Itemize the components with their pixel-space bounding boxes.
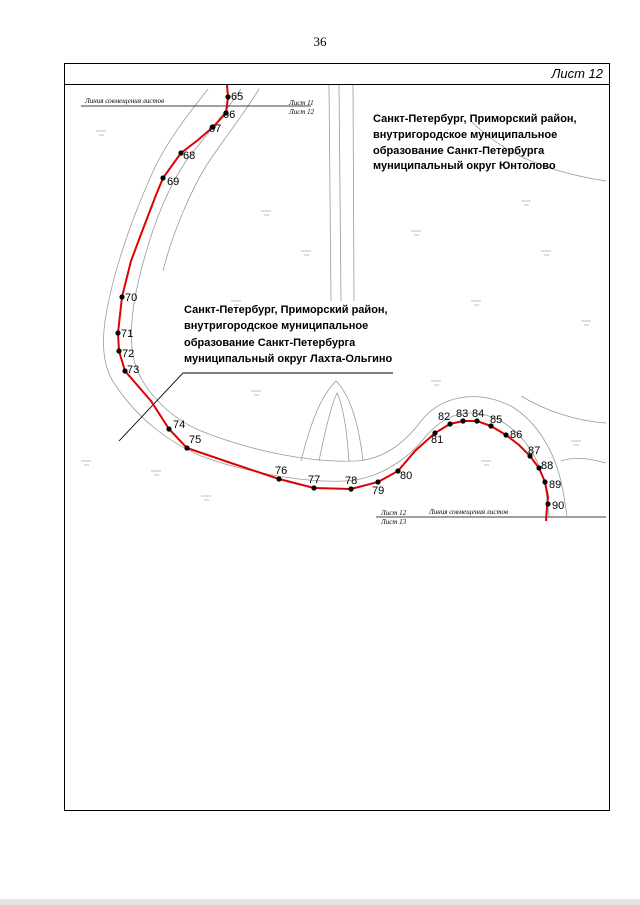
point-label: 78 — [345, 475, 358, 487]
point-label: 69 — [167, 176, 180, 188]
bottom-sheet-below: Лист 13 — [381, 518, 407, 526]
boundary-point — [116, 348, 121, 353]
canal-vertical-1 — [329, 85, 331, 301]
bottom-scan-strip — [0, 899, 640, 905]
boundary-point — [348, 486, 353, 491]
bank-right — [521, 396, 606, 423]
page-number: 36 — [313, 34, 327, 49]
point-label: 79 — [372, 485, 385, 497]
district-lakhta-line-3: образование Санкт-Петербурга — [184, 337, 356, 349]
point-label: 66 — [223, 109, 236, 121]
point-label: 75 — [189, 434, 202, 446]
map-sheet-frame — [64, 63, 610, 811]
boundary-point — [311, 485, 316, 490]
district-lakhta-line-2: внутригородское муниципальное — [184, 320, 369, 332]
top-sheet-above: Лист 11 — [289, 99, 314, 107]
point-label: 71 — [121, 328, 134, 340]
point-label: 85 — [490, 414, 503, 426]
boundary-point — [545, 501, 550, 506]
sheet-label: Лист 12 — [551, 66, 603, 81]
point-label: 70 — [125, 292, 138, 304]
point-label: 86 — [510, 429, 523, 441]
district-lakhta-line-1: Санкт-Петербург, Приморский район, — [184, 304, 388, 316]
point-label: 89 — [549, 479, 562, 491]
district-yuntolovo-line-2: внутригородское муниципальное — [373, 129, 558, 141]
point-label: 88 — [541, 460, 554, 472]
point-label: 82 — [438, 411, 451, 423]
boundary-point — [115, 330, 120, 335]
boundary-point — [184, 445, 189, 450]
point-label: 76 — [275, 465, 288, 477]
district-lakhta-line-4: муниципальный округ Лахта-Ольгино — [184, 353, 393, 365]
district-label-yuntolovo — [373, 113, 577, 172]
boundary-point — [375, 479, 380, 484]
point-label: 65 — [231, 91, 244, 103]
district-label-lakhta — [184, 304, 393, 365]
mound-inner — [319, 393, 349, 461]
boundary-point — [160, 175, 165, 180]
point-label: 84 — [472, 408, 485, 420]
district-yuntolovo-line-4: муниципальный округ Юнтолово — [373, 160, 556, 172]
bottom-sheet-above: Лист 12 — [381, 509, 407, 517]
boundary-point — [225, 94, 230, 99]
bottom-line-caption: Линия совмещения листов — [429, 508, 509, 516]
boundary-point — [503, 432, 508, 437]
top-sheet-below: Лист 12 — [289, 108, 315, 116]
district-yuntolovo-line-3: образование Санкт-Петербурга — [373, 145, 545, 157]
canal-vertical-3 — [353, 85, 354, 301]
point-label: 83 — [456, 408, 469, 420]
district-yuntolovo-line-1: Санкт-Петербург, Приморский район, — [373, 113, 577, 125]
boundary-point — [119, 294, 124, 299]
point-label: 74 — [173, 419, 186, 431]
point-label: 80 — [400, 470, 413, 482]
point-label: 67 — [209, 123, 222, 135]
point-label: 81 — [431, 434, 444, 446]
point-label: 73 — [127, 364, 140, 376]
canal-vertical-2 — [339, 85, 341, 301]
top-line-caption: Линия совмещения листов — [85, 97, 165, 105]
boundary-point — [542, 479, 547, 484]
bank-right-2 — [561, 458, 606, 463]
boundary-point — [276, 476, 281, 481]
point-label: 87 — [528, 445, 541, 457]
district-leader-line — [119, 373, 393, 441]
point-label: 90 — [552, 500, 565, 512]
point-label: 77 — [308, 474, 321, 486]
boundary-point — [166, 426, 171, 431]
sheet-header — [65, 64, 609, 85]
point-label: 68 — [183, 150, 196, 162]
mound — [301, 381, 363, 461]
cadastral-map — [65, 85, 609, 811]
point-label: 72 — [122, 348, 135, 360]
